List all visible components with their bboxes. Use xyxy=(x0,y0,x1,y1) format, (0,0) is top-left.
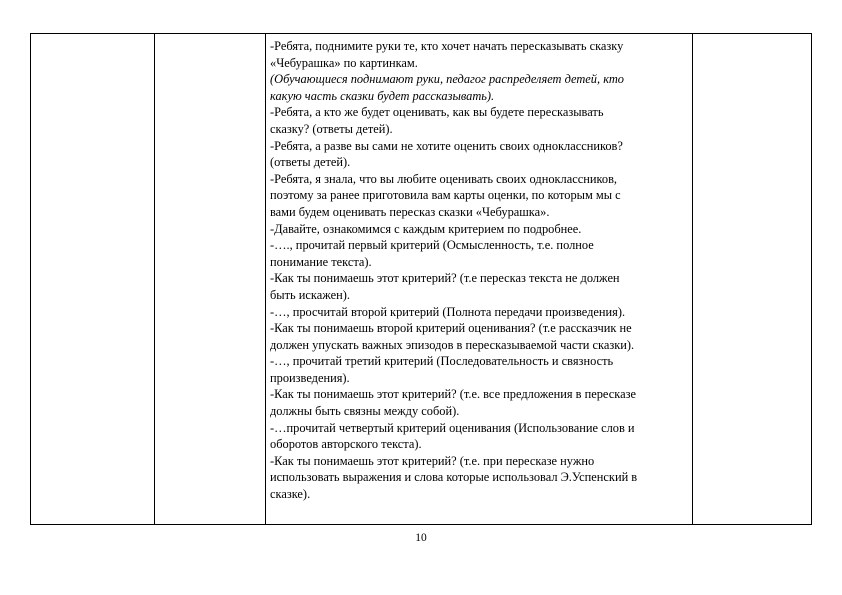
dialogue-line: должен упускать важных эпизодов в пересказываемой части сказки). xyxy=(270,337,635,352)
lesson-dialogue-cell xyxy=(270,38,690,503)
column-divider xyxy=(154,34,155,524)
dialogue-line: -…, просчитай второй критерий (Полнота передачи произведения). xyxy=(270,304,626,319)
dialogue-line: использовать выражения и слова которые использовал Э.Успенский в xyxy=(270,470,638,485)
dialogue-line: быть искажен). xyxy=(270,287,351,302)
dialogue-line: сказку? (ответы детей). xyxy=(270,121,393,136)
stage-direction-line: какую часть сказки будет рассказывать). xyxy=(270,88,495,103)
dialogue-line: -Как ты понимаешь этот критерий? (т.е. при пересказе нужно xyxy=(270,453,595,468)
dialogue-line: «Чебурашка» по картинкам. xyxy=(270,55,418,70)
column-divider xyxy=(692,34,693,524)
page-number: 10 xyxy=(415,532,427,544)
dialogue-line: -Как ты понимаешь второй критерий оценивания? (т.е рассказчик не xyxy=(270,321,632,336)
dialogue-line: -Ребята, поднимите руки те, кто хочет начать пересказывать сказку xyxy=(270,39,624,53)
dialogue-line: -Как ты понимаешь этот критерий? (т.е пересказ текста не должен xyxy=(270,271,620,286)
dialogue-line: -Давайте, ознакомимся с каждым критерием по подробнее. xyxy=(270,221,582,236)
dialogue-line: -Как ты понимаешь этот критерий? (т.е. все предложения в пересказе xyxy=(270,387,636,402)
dialogue-line: -…, прочитай третий критерий (Последовательность и связность xyxy=(270,354,614,369)
dialogue-line: -…прочитай четвертый критерий оценивания (Использование слов и xyxy=(270,420,635,435)
dialogue-line: сказке). xyxy=(270,487,311,502)
dialogue-line: понимание текста). xyxy=(270,254,372,269)
stage-direction-line: (Обучающиеся поднимают руки, педагог распределяет детей, кто xyxy=(270,72,624,87)
lesson-table xyxy=(30,33,812,525)
dialogue-line: вами будем оценивать пересказ сказки «Чебурашка». xyxy=(270,204,550,219)
dialogue-line: (ответы детей). xyxy=(270,155,351,170)
dialogue-line: -Ребята, я знала, что вы любите оценивать своих одноклассников, xyxy=(270,171,618,186)
dialogue-line: -Ребята, а кто же будет оценивать, как вы будете пересказывать xyxy=(270,105,604,120)
dialogue-line: оборотов авторского текста). xyxy=(270,437,422,452)
dialogue-line: поэтому за ранее приготовила вам карты оценки, по которым мы с xyxy=(270,188,621,203)
dialogue-line: произведения). xyxy=(270,370,350,385)
dialogue-line: -Ребята, а разве вы сами не хотите оценить своих одноклассников? xyxy=(270,138,623,153)
column-divider xyxy=(265,34,266,524)
dialogue-line: должны быть связны между собой). xyxy=(270,404,460,419)
dialogue-line: -…., прочитай первый критерий (Осмысленность, т.е. полное xyxy=(270,238,594,253)
